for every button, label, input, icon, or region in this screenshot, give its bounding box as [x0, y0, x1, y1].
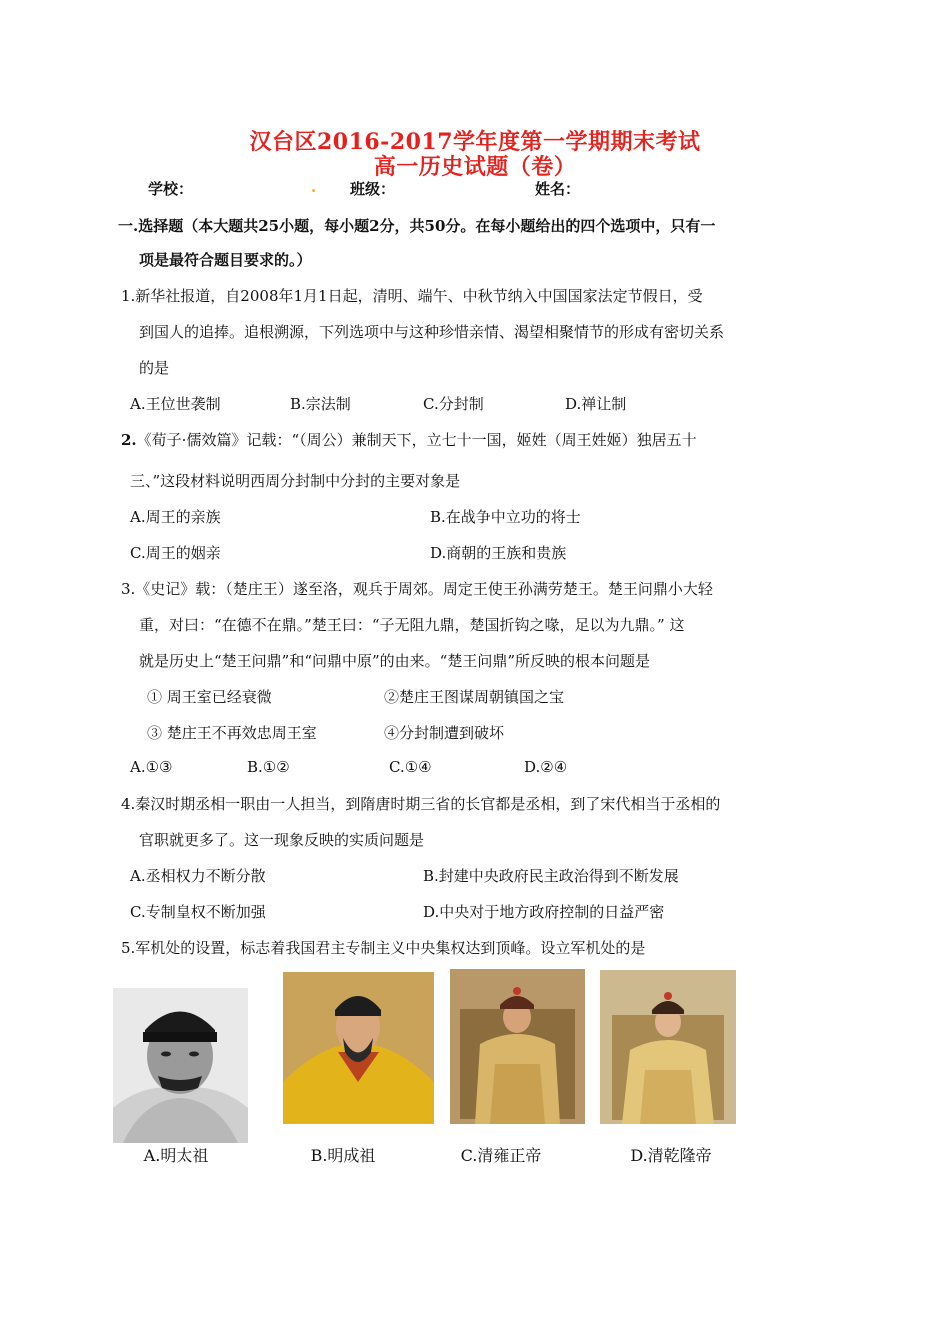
q1-option-b[interactable]: B.宗法制 — [290, 395, 351, 413]
q4-text-line1: 4.秦汉时期丞相一职由一人担当，到隋唐时期三省的长官都是丞相，到了宋代相当于丞相的 — [121, 795, 721, 813]
section-heading-line1: 一.选择题（本大题共25小题，每小题2分，共50分。在每小题给出的四个选项中，只有一 — [118, 217, 716, 235]
q4-option-d[interactable]: D.中央对于地方政府控制的日益严密 — [423, 903, 665, 921]
header-dot: . — [311, 178, 317, 196]
q3-option-b[interactable]: B.①② — [247, 758, 290, 776]
q3-option-d[interactable]: D.②④ — [524, 758, 568, 776]
name-field-label: 姓名： — [535, 180, 581, 198]
q4-option-c[interactable]: C.专制皇权不断加强 — [130, 903, 266, 921]
class-field-label: 班级： — [350, 180, 396, 198]
school-field-label: 学校： — [148, 180, 194, 198]
caption-c[interactable]: C.清雍正帝 — [460, 1146, 542, 1165]
q1-text-line1: 1.新华社报道，自2008年1月1日起，清明、端午、中秋节纳入中国国家法定节假日，受 — [121, 287, 703, 305]
q2-number: 2. — [121, 431, 137, 449]
q3-item-4: ④分封制遭到破坏 — [384, 724, 505, 742]
q2-text-line2: 三、”这段材料说明西周分封制中分封的主要对象是 — [130, 472, 461, 490]
q3-item-3: ③ 楚庄王不再效忠周王室 — [147, 724, 317, 742]
q3-option-c[interactable]: C.①④ — [389, 758, 432, 776]
q1-text-line3: 的是 — [139, 359, 170, 377]
q1-option-c[interactable]: C.分封制 — [423, 395, 484, 413]
q4-option-a[interactable]: A.丞相权力不断分散 — [130, 867, 266, 885]
q4-text-line2: 官职就更多了。这一现象反映的实质问题是 — [139, 831, 425, 849]
q3-item-1: ① 周王室已经衰微 — [147, 688, 272, 706]
exam-title-line2: 高一历史试题（卷） — [373, 154, 577, 180]
q3-text-line2: 重，对曰：“在德不在鼎。”楚王曰：“子无阻九鼎，楚国折钩之喙，足以为九鼎。” 这 — [139, 616, 685, 634]
q2-option-b[interactable]: B.在战争中立功的将士 — [430, 508, 581, 526]
q3-text-line1: 3.《史记》载：（楚庄王）遂至洛，观兵于周郊。周定王使王孙满劳楚王。楚王问鼎小大轻 — [121, 580, 713, 598]
q2-option-a[interactable]: A.周王的亲族 — [130, 508, 221, 526]
exam-title-line1: 汉台区2016-2017学年度第一学期期末考试 — [249, 129, 701, 155]
q5-text-line1: 5.军机处的设置，标志着我国君主专制主义中央集权达到顶峰。设立军机处的是 — [121, 939, 646, 957]
q1-option-d[interactable]: D.禅让制 — [565, 395, 627, 413]
caption-b[interactable]: B.明成祖 — [310, 1146, 376, 1165]
q2-text-line1: 《荀子·儒效篇》记载：“（周公）兼制天下，立七十一国，姬姓（周王姓姬）独居五十 — [136, 431, 697, 449]
q1-text-line2: 到国人的追捧。追根溯源，下列选项中与这种珍惜亲情、渴望相聚情节的形成有密切关系 — [139, 323, 725, 341]
q4-option-b[interactable]: B.封建中央政府民主政治得到不断发展 — [423, 867, 679, 885]
q3-option-a[interactable]: A.①③ — [130, 758, 173, 776]
caption-d[interactable]: D.清乾隆帝 — [630, 1146, 712, 1165]
q2-option-d[interactable]: D.商朝的王族和贵族 — [430, 544, 567, 562]
q3-text-line3: 就是历史上“楚王问鼎”和“问鼎中原”的由来。“楚王问鼎”所反映的根本问题是 — [139, 652, 651, 670]
portrait-ming-taizu-image[interactable] — [113, 988, 248, 1143]
q2-option-c[interactable]: C.周王的姻亲 — [130, 544, 221, 562]
section-heading-line2: 项是最符合题目要求的。） — [139, 251, 312, 269]
portrait-ming-chengzu-image[interactable] — [283, 972, 434, 1124]
q3-item-2: ②楚庄王图谋周朝镇国之宝 — [384, 688, 565, 706]
portrait-qing-qianlong-image[interactable] — [600, 970, 736, 1124]
q1-option-a[interactable]: A.王位世袭制 — [130, 395, 221, 413]
caption-a[interactable]: A.明太祖 — [143, 1146, 209, 1165]
portrait-qing-yongzheng-image[interactable] — [450, 969, 585, 1124]
